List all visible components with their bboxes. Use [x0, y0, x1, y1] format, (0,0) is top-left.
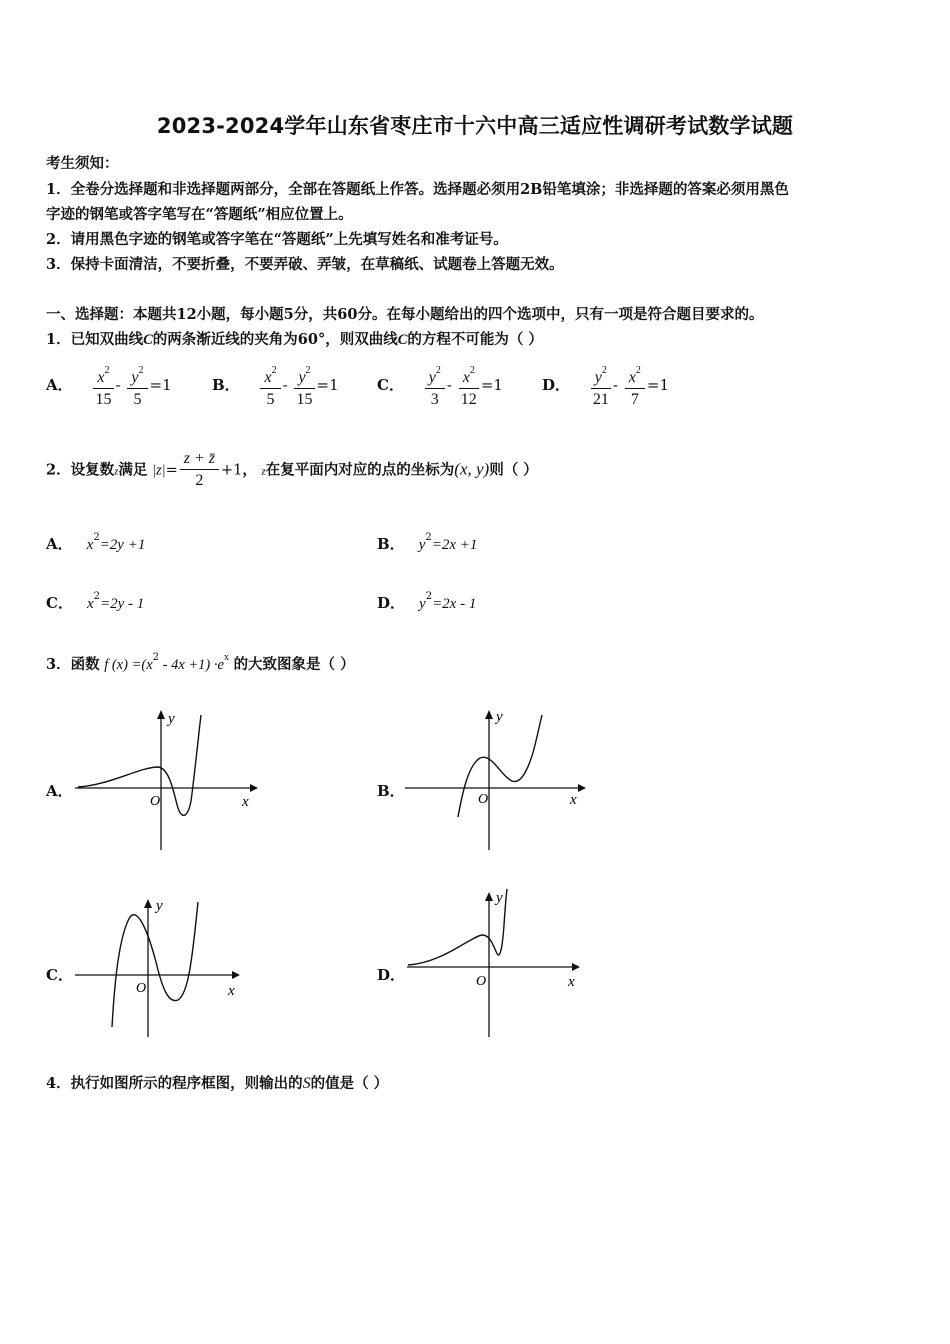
y-axis-arrow-icon	[485, 710, 493, 719]
question-4-stem: 4．执行如图所示的程序框图，则输出的S的值是（ ）	[46, 1075, 389, 1092]
q2-option-c[interactable]: C． $x^2=2y - 1$	[46, 591, 145, 612]
curve	[112, 902, 198, 1027]
q2-option-a[interactable]: A． $x^2=2y +1$	[46, 532, 146, 553]
question-3-stem: 3．函数 f $(x) =(x^2 - 4x +1) \cdot e^x$ 的大致图象是（ ）	[46, 652, 355, 673]
x-label: x	[570, 792, 577, 808]
origin-label: O	[478, 792, 489, 807]
x-axis-arrow-icon	[250, 784, 258, 792]
q1-option-c[interactable]: C． $\frac{y^2}{3}$ - $\frac{x^2}{12}$ =1	[377, 361, 503, 411]
q1-option-a[interactable]: A． $\frac{x^2}{15}$ - $\frac{y^2}{5}$ =1	[46, 361, 172, 411]
question-1-stem: 1．已知双曲线C的两条渐近线的夹角为60°，则双曲线C的方程不可能为（ ）	[46, 331, 543, 348]
page-title: 2023-2024学年山东省枣庄市十六中高三适应性调研考试数学试题	[156, 114, 794, 138]
q1-option-b[interactable]: B． $\frac{x^2}{5}$ - $\frac{y^2}{15}$ =1	[212, 361, 339, 411]
q3-option-d-label[interactable]: D．	[377, 966, 406, 984]
notice-item-2: 2．请用黑色字迹的钢笔或答字笔在“答题纸”上先填写姓名和准考证号。	[46, 231, 508, 248]
y-axis-arrow-icon	[144, 899, 152, 908]
q1-option-d[interactable]: D． $\frac{y^2}{21}$ - $\frac{x^2}{7}$ =1	[542, 361, 669, 411]
y-label: y	[496, 890, 503, 906]
y-label: y	[168, 711, 175, 727]
notice-item-3: 3．保持卡面清洁，不要折叠，不要弄破、弄皱，在草稿纸、试题卷上答题无效。	[46, 256, 564, 273]
x-label: x	[568, 974, 575, 990]
curve	[78, 715, 201, 815]
notice-item-1-cont: 字迹的钢笔或答字笔写在“答题纸”相应位置上。	[46, 206, 353, 223]
y-axis-arrow-icon	[157, 710, 165, 719]
q3-graph-a[interactable]	[70, 705, 260, 855]
origin-label: O	[136, 981, 147, 996]
q3-option-c-label[interactable]: C．	[46, 966, 73, 984]
q3-graph-d[interactable]	[402, 885, 587, 1045]
notice-heading: 考生须知：	[46, 155, 119, 172]
curve	[458, 715, 542, 817]
x-label: x	[242, 794, 249, 810]
x-axis-arrow-icon	[572, 963, 580, 971]
y-axis-arrow-icon	[485, 892, 493, 901]
origin-label: O	[150, 794, 161, 809]
q3-graph-b[interactable]	[400, 705, 590, 855]
section-heading: 一、选择题：本题共12小题，每小题5分，共60分。在每小题给出的四个选项中，只有一项是符合题目要求的。	[46, 306, 764, 323]
q3-graph-c[interactable]	[70, 892, 250, 1042]
x-axis-arrow-icon	[578, 784, 586, 792]
x-label: x	[228, 983, 235, 999]
y-label: y	[496, 709, 503, 725]
q2-option-b[interactable]: B． $y^2=2x +1$	[377, 532, 478, 553]
origin-label: O	[476, 974, 487, 989]
notice-item-1: 1．全卷分选择题和非选择题两部分，全部在答题纸上作答。选择题必须用2B铅笔填涂；非选择题的答案必须用黑色	[46, 181, 789, 198]
q2-option-d[interactable]: D． $y^2=2x - 1$	[377, 591, 477, 612]
y-label: y	[156, 898, 163, 914]
q3-option-b-label[interactable]: B．	[377, 782, 405, 800]
x-axis-arrow-icon	[232, 971, 240, 979]
q3-option-a-label[interactable]: A．	[46, 782, 73, 800]
question-2-stem: 2．设复数z满足 |z|= $\frac{z + z̄}{2}$ +1， z在复平面内对应的点的坐标为(x, y)则（ ）	[46, 450, 538, 489]
